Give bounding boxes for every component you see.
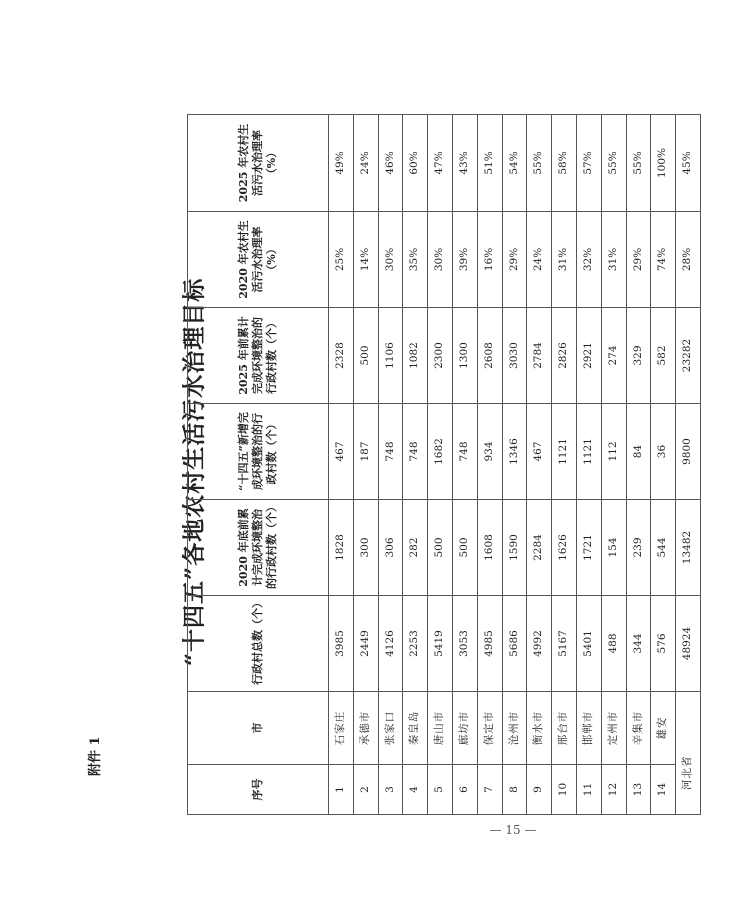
table-row	[527, 115, 552, 815]
cell-seq: 12	[601, 765, 626, 815]
cell-rate2020: 35%	[403, 212, 428, 308]
cell-city: 承德市	[353, 692, 378, 765]
cell-rate2025: 55%	[527, 115, 552, 212]
cell-done2020: 282	[403, 500, 428, 596]
cell-city: 廊坊市	[452, 692, 477, 765]
cell-done2020: 1590	[502, 500, 527, 596]
cell-done2025: 2826	[552, 308, 577, 404]
table-row	[502, 115, 527, 815]
cell-new: 1121	[552, 404, 577, 500]
cell-rate2020: 29%	[502, 212, 527, 308]
header-row	[188, 115, 329, 815]
cell-rate2020: 24%	[527, 212, 552, 308]
cell-city: 雄安	[651, 692, 676, 765]
cell-new: 1346	[502, 404, 527, 500]
header-total-villages: 行政村总数（个）	[188, 596, 329, 692]
cell-done2025: 2784	[527, 308, 552, 404]
cell-city: 秦皇岛	[403, 692, 428, 765]
cell-rate2025: 54%	[502, 115, 527, 212]
cell-done2025: 3030	[502, 308, 527, 404]
cell-rate2025: 55%	[626, 115, 651, 212]
table-row	[378, 115, 403, 815]
cell-done2020: 154	[601, 500, 626, 596]
cell-rate2025: 46%	[378, 115, 403, 212]
cell-total: 4126	[378, 596, 403, 692]
cell-new: 187	[353, 404, 378, 500]
cell-total: 2253	[403, 596, 428, 692]
total-label: 河北省	[676, 692, 701, 815]
cell-done2025: 329	[626, 308, 651, 404]
total-rate2025: 45%	[676, 115, 701, 212]
cell-city: 唐山市	[428, 692, 453, 765]
cell-done2025: 1300	[452, 308, 477, 404]
cell-done2020: 1608	[477, 500, 502, 596]
cell-city: 石家庄	[329, 692, 354, 765]
cell-done2020: 2284	[527, 500, 552, 596]
cell-rate2025: 24%	[353, 115, 378, 212]
cell-city: 邯郸市	[576, 692, 601, 765]
table-container	[187, 115, 750, 815]
cell-done2020: 544	[651, 500, 676, 596]
cell-total: 5419	[428, 596, 453, 692]
cell-rate2020: 25%	[329, 212, 354, 308]
cell-seq: 13	[626, 765, 651, 815]
table-row	[601, 115, 626, 815]
cell-city: 张家口	[378, 692, 403, 765]
header-rate-2020: 2020 年农村生活污水治理率（%）	[188, 212, 329, 308]
cell-rate2020: 14%	[353, 212, 378, 308]
cell-total: 5167	[552, 596, 577, 692]
cell-done2020: 306	[378, 500, 403, 596]
cell-seq: 5	[428, 765, 453, 815]
cell-city: 定州市	[601, 692, 626, 765]
total-rate2020: 28%	[676, 212, 701, 308]
cell-total: 4992	[527, 596, 552, 692]
cell-city: 衡水市	[527, 692, 552, 765]
cell-done2020: 500	[428, 500, 453, 596]
cell-done2025: 2608	[477, 308, 502, 404]
cell-seq: 10	[552, 765, 577, 815]
cell-rate2020: 74%	[651, 212, 676, 308]
cell-total: 3053	[452, 596, 477, 692]
cell-new: 748	[452, 404, 477, 500]
cell-rate2020: 30%	[428, 212, 453, 308]
cell-new: 84	[626, 404, 651, 500]
cell-seq: 9	[527, 765, 552, 815]
cell-total: 2449	[353, 596, 378, 692]
cell-rate2020: 31%	[601, 212, 626, 308]
page-number: — 15 —	[489, 823, 537, 837]
cell-rate2020: 31%	[552, 212, 577, 308]
cell-seq: 14	[651, 765, 676, 815]
cell-done2025: 274	[601, 308, 626, 404]
cell-rate2020: 39%	[452, 212, 477, 308]
cell-new: 467	[527, 404, 552, 500]
cell-new: 112	[601, 404, 626, 500]
cell-seq: 7	[477, 765, 502, 815]
table-row	[403, 115, 428, 815]
table-row	[576, 115, 601, 815]
cell-total: 344	[626, 596, 651, 692]
cell-city: 沧州市	[502, 692, 527, 765]
cell-seq: 1	[329, 765, 354, 815]
cell-rate2025: 58%	[552, 115, 577, 212]
total-done2020: 13482	[676, 500, 701, 596]
cell-done2020: 1828	[329, 500, 354, 596]
cell-done2025: 1106	[378, 308, 403, 404]
cell-city: 邢台市	[552, 692, 577, 765]
header-seq: 序号	[188, 765, 329, 815]
cell-seq: 8	[502, 765, 527, 815]
total-row	[676, 115, 701, 815]
table-row	[477, 115, 502, 815]
page-title: “十四五”各地农村生活污水治理目标	[180, 277, 208, 667]
cell-new: 1682	[428, 404, 453, 500]
cell-rate2025: 100%	[651, 115, 676, 212]
cell-seq: 4	[403, 765, 428, 815]
cell-done2020: 300	[353, 500, 378, 596]
header-done-2025: 2025 年前累计完成环境整治的行政村数（个）	[188, 308, 329, 404]
cell-done2025: 582	[651, 308, 676, 404]
cell-done2020: 1626	[552, 500, 577, 596]
header-done-2020: 2020 年底前累计完成环境整治的行政村数（个）	[188, 500, 329, 596]
cell-done2025: 2921	[576, 308, 601, 404]
cell-rate2020: 32%	[576, 212, 601, 308]
total-new: 9800	[676, 404, 701, 500]
cell-done2025: 1082	[403, 308, 428, 404]
cell-city: 保定市	[477, 692, 502, 765]
cell-total: 3985	[329, 596, 354, 692]
cell-new: 748	[403, 404, 428, 500]
cell-new: 467	[329, 404, 354, 500]
cell-seq: 6	[452, 765, 477, 815]
table-row	[353, 115, 378, 815]
table-row	[552, 115, 577, 815]
cell-done2020: 239	[626, 500, 651, 596]
header-rate-2025: 2025 年农村生活污水治理率（%）	[188, 115, 329, 212]
cell-seq: 3	[378, 765, 403, 815]
cell-rate2020: 29%	[626, 212, 651, 308]
cell-city: 辛集市	[626, 692, 651, 765]
cell-seq: 2	[353, 765, 378, 815]
table-row	[626, 115, 651, 815]
cell-total: 5401	[576, 596, 601, 692]
table-row	[452, 115, 477, 815]
cell-rate2025: 60%	[403, 115, 428, 212]
cell-rate2025: 57%	[576, 115, 601, 212]
table-row	[651, 115, 676, 815]
cell-total: 576	[651, 596, 676, 692]
header-city: 市	[188, 692, 329, 765]
targets-table	[187, 114, 701, 815]
table-row	[329, 115, 354, 815]
cell-rate2025: 47%	[428, 115, 453, 212]
cell-rate2020: 30%	[378, 212, 403, 308]
cell-seq: 11	[576, 765, 601, 815]
cell-rate2025: 55%	[601, 115, 626, 212]
cell-done2025: 2300	[428, 308, 453, 404]
cell-total: 488	[601, 596, 626, 692]
cell-rate2025: 51%	[477, 115, 502, 212]
cell-done2020: 500	[452, 500, 477, 596]
cell-new: 748	[378, 404, 403, 500]
cell-new: 1121	[576, 404, 601, 500]
cell-done2020: 1721	[576, 500, 601, 596]
cell-rate2025: 43%	[452, 115, 477, 212]
cell-rate2020: 16%	[477, 212, 502, 308]
total-done2025: 23282	[676, 308, 701, 404]
cell-total: 4985	[477, 596, 502, 692]
total-villages: 48924	[676, 596, 701, 692]
table-row	[428, 115, 453, 815]
cell-total: 5686	[502, 596, 527, 692]
attachment-label: 附件 1	[88, 736, 103, 776]
cell-done2025: 500	[353, 308, 378, 404]
cell-rate2025: 49%	[329, 115, 354, 212]
cell-done2025: 2328	[329, 308, 354, 404]
header-new-14th: “十四五”新增完成环境整治的行政村数（个）	[188, 404, 329, 500]
cell-new: 934	[477, 404, 502, 500]
cell-new: 36	[651, 404, 676, 500]
